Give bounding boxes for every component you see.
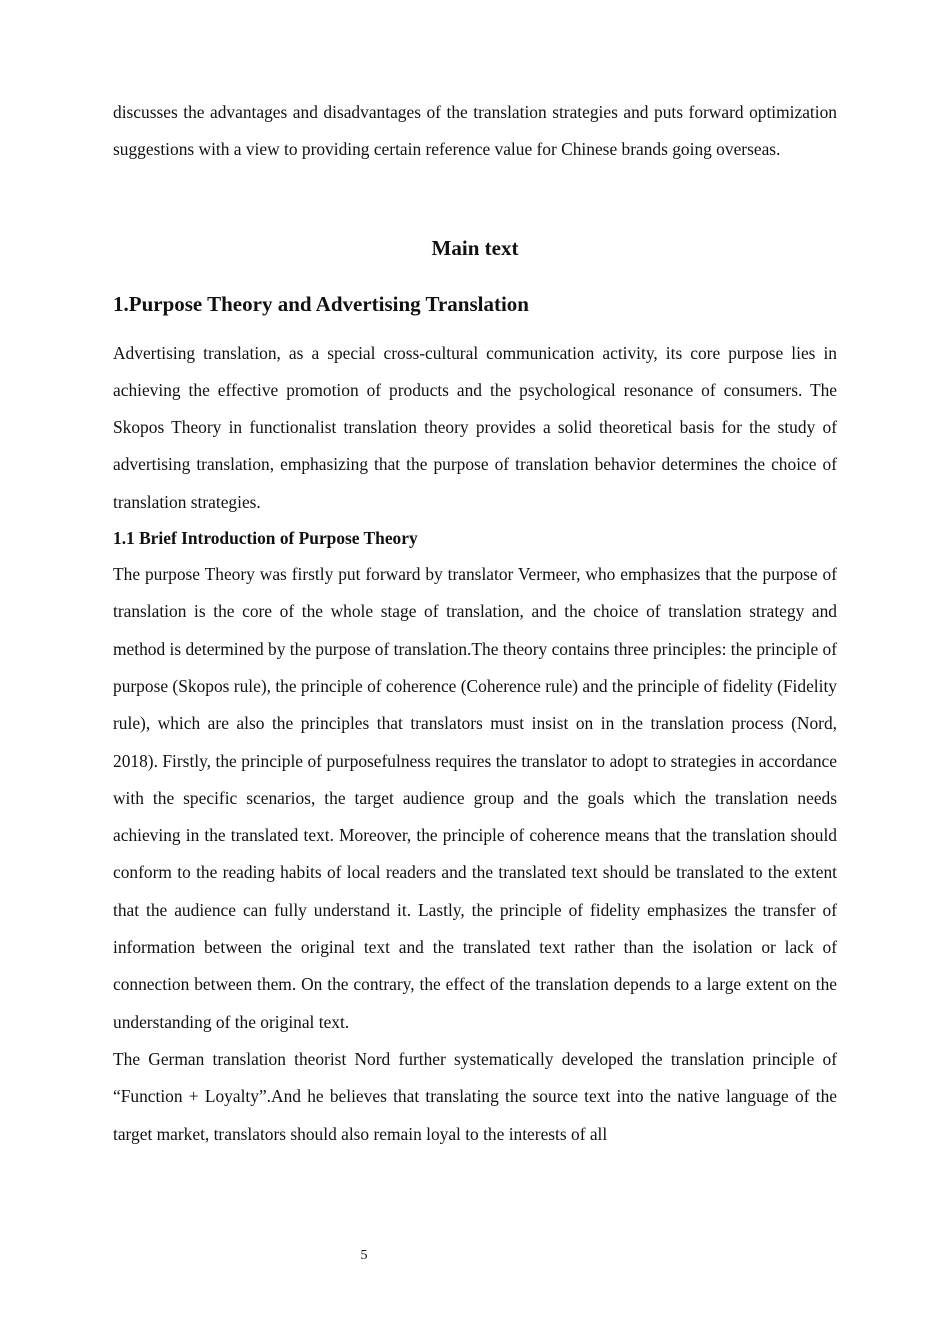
page-number: 5 bbox=[360, 1248, 368, 1263]
intro-continuation-paragraph: discusses the advantages and disadvantages of the translation strategies and puts forward optimization suggestions with a view to providing certain reference value for Chinese brands going overseas. bbox=[113, 102, 837, 160]
subsection-1-1-paragraph-2: The German translation theorist Nord further systematically developed the translation principle of “Function + Loyalty”.And he believes that translating the source text into the native language of the target market, translators should also remain loyal to the interests of all bbox=[113, 1048, 837, 1144]
page-content bbox=[113, 94, 837, 1153]
section-1-intro-paragraph: Advertising translation, as a special cross-cultural communication activity, its core purpose lies in achieving the effective promotion of products and the psychological resonance of consumers. The Skopos Theory in functionalist translation theory provides a solid theoretical basis for the study of advertising translation, emphasizing that the purpose of translation behavior determines the choice of translation strategies. bbox=[113, 342, 837, 512]
subsection-1-1-paragraph-1: The purpose Theory was firstly put forward by translator Vermeer, who emphasizes that the purpose of translation is the core of the whole stage of translation, and the choice of translation strategy and method is determined by the purpose of translation.The theory contains three principles: the principle of purpose (Skopos rule), the principle of coherence (Coherence rule) and the principle of fidelity (Fidelity rule), which are also the principles that translators must insist on in the translation process (Nord, 2018). Firstly, the principle of purposefulness requires the translator to adopt to strategies in accordance with the specific scenarios, the target audience group and the goals which the translation needs achieving in the translated text. Moreover, the principle of coherence means that the translation should conform to the reading habits of local readers and the translated text should be translated to the extent that the audience can fully understand it. Lastly, the principle of fidelity emphasizes the transfer of information between the original text and the translated text rather than the isolation or lack of connection between them. On the contrary, the effect of the translation depends to a large extent on the understanding of the original text. bbox=[113, 564, 837, 1032]
section-1-heading: 1.Purpose Theory and Advertising Translation bbox=[113, 291, 529, 316]
subsection-1-1-heading: 1.1 Brief Introduction of Purpose Theory bbox=[113, 528, 418, 549]
main-text-title: Main text bbox=[431, 235, 519, 260]
